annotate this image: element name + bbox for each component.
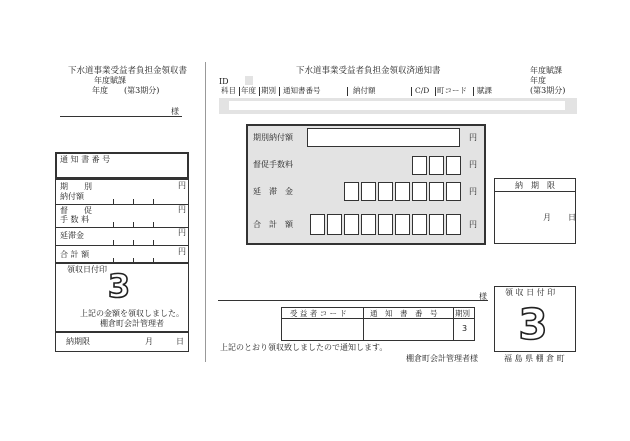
col-period: 期別 (261, 86, 276, 95)
receipt-tax-label: 年度賦課 (94, 76, 126, 85)
receipt-deadline-day: 日 (176, 337, 184, 346)
notice-sama: 様 (479, 292, 487, 301)
col-notice-no: 通知書番号 (283, 86, 321, 95)
notice-deadline-day: 日 (568, 213, 576, 222)
notice-deadline-label: 納 期 限 (515, 181, 555, 190)
col-year: 年度 (241, 86, 256, 95)
receipt-year-label: 年度 (92, 86, 108, 95)
receipt-period: (第3期分) (124, 86, 160, 95)
notice-late-fee-label: 延 滞 金 (253, 187, 293, 196)
notice-deadline-month: 月 (543, 213, 551, 222)
receipt-stamp-label: 領収日付印 (67, 265, 107, 274)
receipt-reminder-label-2: 手 数 料 (60, 215, 90, 224)
notice-stamp-digit: 3 (518, 300, 548, 349)
col-divider (363, 307, 364, 341)
notice-note: 上記のとおり領収致しましたので通知します。 (220, 343, 388, 352)
notice-title: 下水道事業受益者負担金領収済通知書 (296, 66, 441, 76)
notice-yen: 円 (469, 187, 477, 196)
notice-columns-row (219, 86, 505, 97)
notice-period-amount-label: 期別納付額 (253, 133, 293, 142)
col-tax: 賦課 (477, 86, 492, 95)
receipt-deadline-month: 月 (145, 337, 153, 346)
receipt-amount-label: 納付額 (60, 192, 84, 201)
notice-year-label: 年度 (530, 76, 546, 85)
notice-beneficiary-code-label: 受 益 者 コ ー ド (290, 309, 347, 318)
notice-period-amount-field (307, 128, 460, 147)
notice-yen: 円 (469, 160, 477, 169)
notice-yen: 円 (469, 133, 477, 142)
row-divider (55, 204, 189, 205)
receipt-reminder-label: 督 促 (60, 206, 92, 215)
col-subject: 科目 (221, 86, 236, 95)
receipt-sama: 様 (171, 107, 179, 116)
notice-notice-no-label: 通 知 書 番 号 (370, 309, 438, 318)
notice-name-line (218, 300, 488, 301)
receipt-deadline-label: 納期限 (66, 337, 90, 346)
receipt-title: 下水道事業受益者負担金領収書 (68, 66, 188, 76)
notice-period-col-label: 期別 (455, 309, 470, 318)
notice-ocr-field (229, 101, 565, 110)
receipt-notice-no-label: 通 知 書 番 号 (60, 155, 111, 164)
row-divider (55, 227, 189, 228)
form-separator (205, 62, 206, 362)
notice-reminder-label: 督促手数料 (253, 160, 293, 169)
col-town-code: 町コード (437, 86, 467, 95)
col-amount: 納付額 (353, 86, 376, 95)
notice-id-label: ID (219, 77, 229, 86)
col-divider (453, 307, 454, 341)
notice-stamp-label: 領 収 日 付 印 (505, 288, 556, 297)
notice-id-field (245, 76, 253, 85)
notice-total-label: 合 計 額 (253, 220, 293, 229)
receipt-late-fee-label: 延滞金 (60, 231, 84, 240)
receipt-yen: 円 (178, 205, 186, 214)
notice-town: 福 島 県 棚 倉 町 (504, 354, 565, 363)
receipt-name-line (60, 116, 182, 117)
notice-yen: 円 (469, 220, 477, 229)
notice-treasurer: 棚倉町会計管理者様 (406, 354, 478, 363)
receipt-yen: 円 (178, 247, 186, 256)
row-divider (494, 191, 576, 192)
receipt-note-1: 上記の金額を領収しました。 (80, 309, 184, 318)
receipt-yen: 円 (178, 228, 186, 237)
notice-period-value: 3 (462, 324, 468, 333)
receipt-note-2: 棚倉町会計管理者 (100, 319, 164, 328)
col-cd: C/D (415, 86, 430, 95)
notice-period: (第3期分) (530, 86, 566, 95)
receipt-period-label: 期 別 (60, 182, 92, 191)
row-divider (55, 245, 189, 246)
receipt-total-label: 合 計 額 (60, 250, 90, 259)
notice-tax-label: 年度賦課 (530, 66, 562, 75)
receipt-yen: 円 (178, 181, 186, 190)
receipt-stamp-digit: 3 (107, 267, 131, 305)
